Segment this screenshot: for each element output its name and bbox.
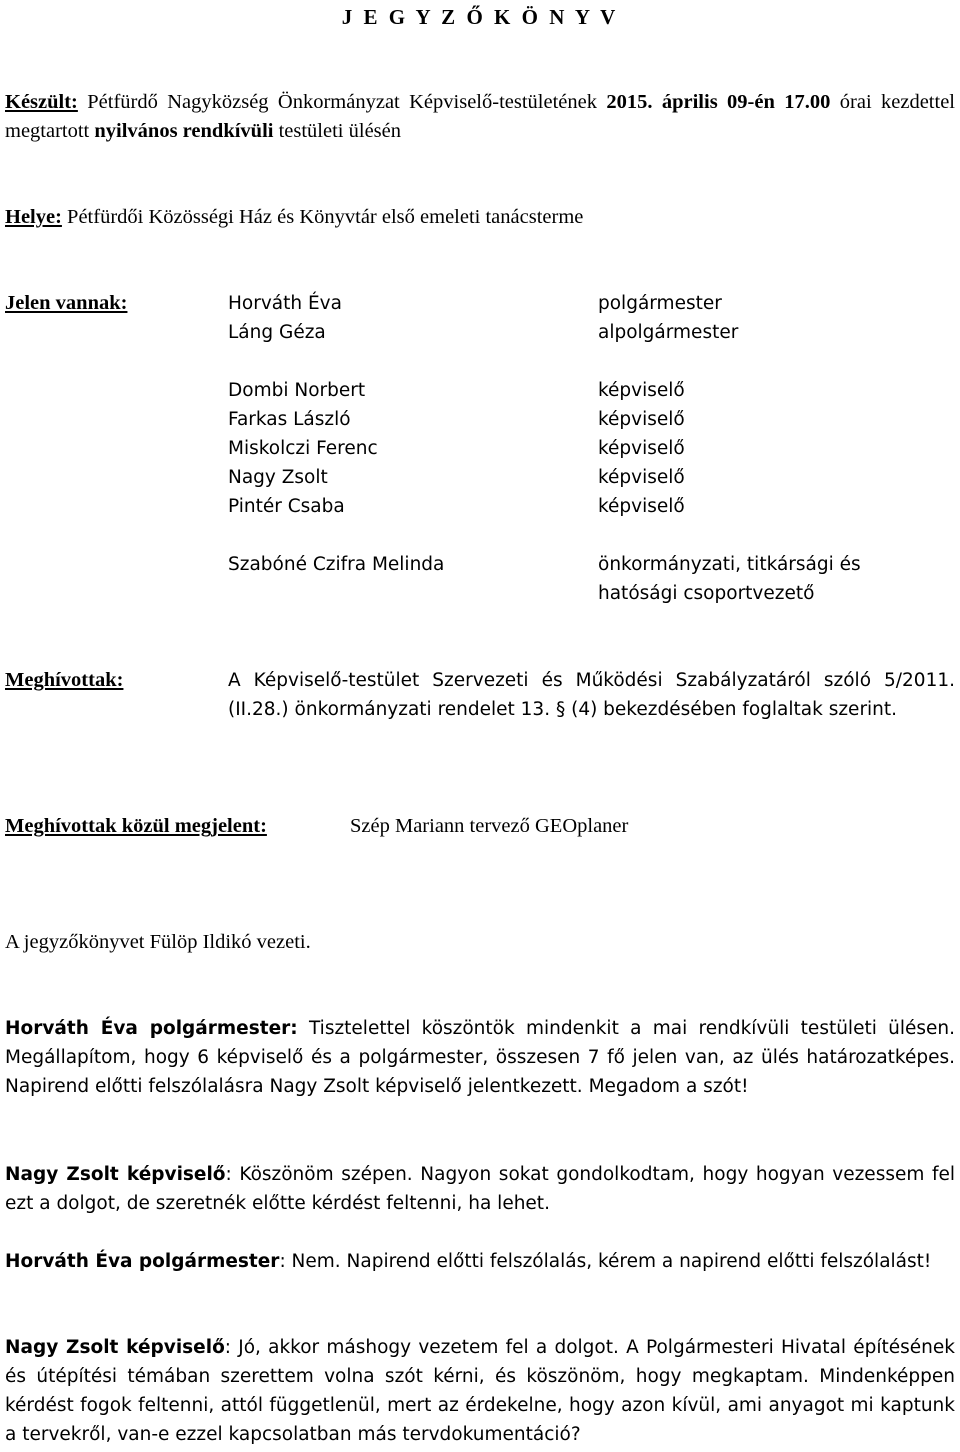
speaker-name: Nagy Zsolt képviselő: [5, 1337, 225, 1358]
attendee-name: Nagy Zsolt: [228, 467, 328, 488]
attendee-role: képviselő: [598, 467, 685, 488]
meeting-kind: nyilvános rendkívüli: [94, 120, 274, 142]
place-paragraph: [5, 203, 955, 232]
present-label: Jelen vannak:: [5, 292, 128, 314]
speaker-name: Horváth Éva polgármester: [5, 1251, 280, 1272]
place-text: Pétfürdői Közösségi Ház és Könyvtár első emeleti tanácsterme: [61, 206, 584, 228]
attendee-role: képviselő: [598, 438, 685, 459]
meeting-date: 2015. április 09-én 17.00: [606, 91, 831, 113]
attendee-name: Szabóné Czifra Melinda: [228, 554, 445, 575]
attendee-role-continued: hatósági csoportvezető: [598, 583, 815, 604]
attendee-name: Pintér Csaba: [228, 496, 345, 517]
speech-paragraph: [5, 1333, 955, 1449]
attendee-name: Horváth Éva: [228, 293, 342, 314]
speech-paragraph: [5, 1160, 955, 1218]
attended-text: Szép Mariann tervező GEOplaner: [350, 815, 629, 837]
recorder-line: A jegyzőkönyvet Fülöp Ildikó vezeti.: [5, 931, 311, 953]
attendee-role: alpolgármester: [598, 322, 739, 343]
invited-label: Meghívottak:: [5, 669, 124, 691]
speaker-name: Nagy Zsolt képviselő: [5, 1164, 226, 1185]
invited-text: A Képviselő-testület Szervezeti és Működési Szabályzatáról szóló 5/2011.(II.28.) önkormányzati rendelet 13. § (4) bekezdésében foglaltak szerint.: [228, 670, 955, 720]
place-label: Helye:: [5, 206, 62, 228]
made-text-b: órai kezdettel megtartott: [5, 91, 955, 142]
speech-paragraph: [5, 1247, 955, 1276]
made-text-a: Pétfürdő Nagyközség Önkormányzat Képviselő-testületének: [77, 91, 607, 113]
speech-text: : Nem. Napirend előtti felszólalás, kérem a napirend előtti felszólalást!: [279, 1251, 932, 1272]
attendee-role: képviselő: [598, 409, 685, 430]
speech-text: Tisztelettel köszöntök mindenkit a mai rendkívüli testületi ülésen. Megállapítom, hogy 6 képviselő és a polgármester, összesen 7 fő jelen van, az ülés határozatképes. Napirend előtti felszólalásra Nagy Zsolt képviselő jelentkezett. Megadom a szót!: [5, 1018, 956, 1097]
made-text-c: testületi ülésén: [273, 120, 401, 142]
made-label: Készült:: [5, 91, 78, 113]
speech-text: : Köszönöm szépen. Nagyon sokat gondolkodtam, hogy hogyan vezessem fel ezt a dolgot, de szeretnék előtte kérdést feltenni, ha lehet.: [5, 1164, 956, 1214]
attendee-role: képviselő: [598, 496, 685, 517]
attendee-name: Farkas László: [228, 409, 351, 430]
attendee-role: polgármester: [598, 293, 722, 314]
attendee-role: önkormányzati, titkársági és: [598, 554, 861, 575]
attendee-name: Miskolczi Ferenc: [228, 438, 378, 459]
attendee-role: képviselő: [598, 380, 685, 401]
attended-label: Meghívottak közül megjelent:: [5, 815, 267, 837]
attendee-name: Láng Géza: [228, 322, 326, 343]
speech-text: : Jó, akkor máshogy vezetem fel a dolgot. A Polgármesteri Hivatal építésének és útépítési témában szerettem volna szót kérni, és köszönöm, hogy megkaptam. Mindenképpen kérdést fogok feltenni, attól függetlenül, mert az érdekelne, hogy azon kívül, ami anyagot mi kaptunk a tervekről, van-e ezzel kapcsolatban más tervdokumentáció?: [5, 1337, 955, 1445]
document-title: J E G Y Z Ő K Ö N Y V: [341, 5, 619, 29]
made-paragraph: [5, 88, 955, 146]
attendee-name: Dombi Norbert: [228, 380, 366, 401]
speech-paragraph: [5, 1014, 955, 1101]
speaker-name: Horváth Éva polgármester:: [5, 1018, 298, 1039]
